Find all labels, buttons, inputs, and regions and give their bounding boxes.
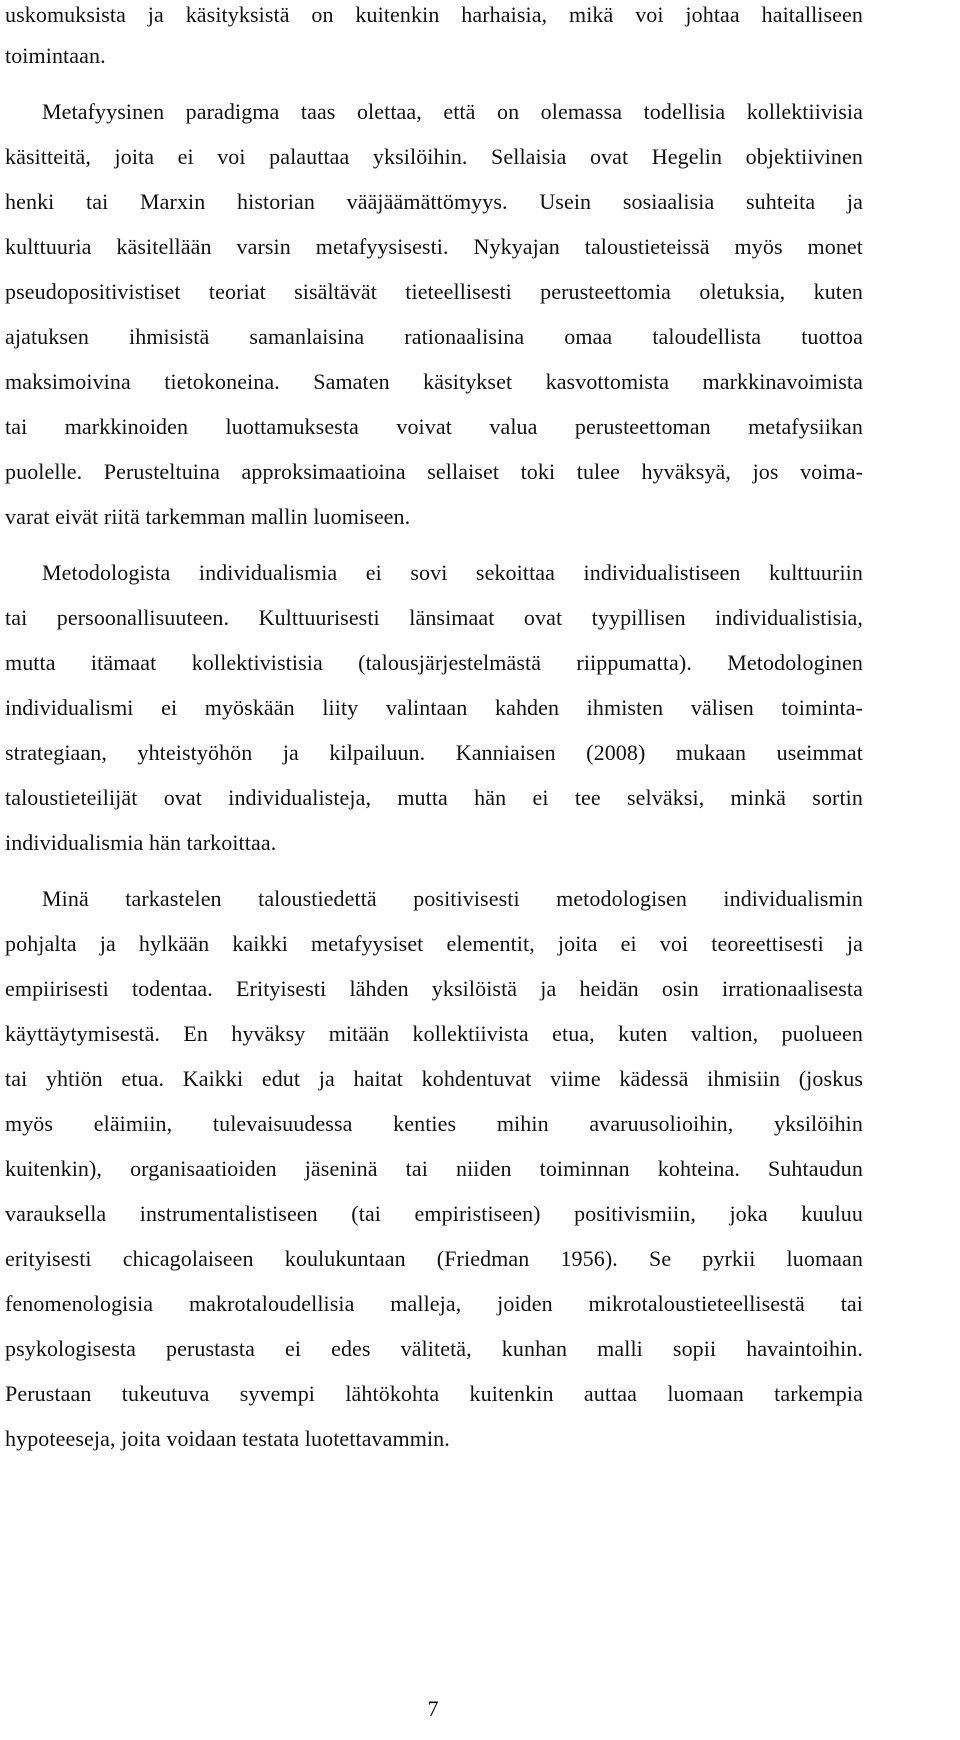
- paragraph-line: Metafyysinen paradigma taas olettaa, että on olemassa todellisia kollektiivisia: [42, 99, 863, 124]
- paragraph-line: varat eivät riitä tarkemman mallin luomiseen.: [5, 504, 411, 529]
- paragraph-line: tai persoonallisuuteen. Kulttuurisesti länsimaat ovat tyypillisen individualistisia,: [5, 605, 863, 630]
- paragraph-line: uskomuksista ja käsityksistä on kuitenkin harhaisia, mikä voi johtaa haitalliseen: [5, 2, 863, 27]
- paragraph-line: käsitteitä, joita ei voi palauttaa yksilöihin. Sellaisia ovat Hegelin objektiivinen: [5, 144, 863, 169]
- paragraph-line: toimintaan.: [5, 43, 106, 68]
- paragraph-line: tai markkinoiden luottamuksesta voivat valua perusteettoman metafysiikan: [5, 414, 863, 439]
- paragraph-line: individualismia hän tarkoittaa.: [5, 830, 277, 855]
- paragraph-line: Metodologista individualismia ei sovi sekoittaa individualistiseen kulttuuriin: [42, 560, 863, 585]
- paragraph-line: pseudopositivistiset teoriat sisältävät tieteellisesti perusteettomia oletuksia, kuten: [5, 279, 863, 304]
- paragraph-line: henki tai Marxin historian vääjäämättömyys. Usein sosiaalisia suhteita ja: [5, 189, 863, 214]
- paragraph-line: maksimoivina tietokoneina. Samaten käsitykset kasvottomista markkinavoimista: [5, 369, 863, 394]
- paragraph-line: käyttäytymisestä. En hyväksy mitään kollektiivista etua, kuten valtion, puolueen: [5, 1021, 863, 1046]
- paragraph-line: strategiaan, yhteistyöhön ja kilpailuun. Kanniaisen (2008) mukaan useimmat: [5, 740, 863, 765]
- paragraph-line: erityisesti chicagolaiseen koulukuntaan (Friedman 1956). Se pyrkii luomaan: [5, 1246, 863, 1271]
- paragraph-line: fenomenologisia makrotaloudellisia malleja, joiden mikrotaloustieteellisestä tai: [5, 1291, 863, 1316]
- paragraph-line: psykologisesta perustasta ei edes välitetä, kunhan malli sopii havaintoihin.: [5, 1336, 863, 1361]
- paragraph-line: individualismi ei myöskään liity valintaan kahden ihmisten välisen toiminta-: [5, 695, 863, 720]
- paragraph-line: varauksella instrumentalistiseen (tai empiristiseen) positivismiin, joka kuuluu: [5, 1201, 863, 1226]
- paragraph-line: kulttuuria käsitellään varsin metafyysisesti. Nykyajan taloustieteissä myös monet: [5, 234, 863, 259]
- paragraph-line: Perustaan tukeutuva syvempi lähtökohta kuitenkin auttaa luomaan tarkempia: [5, 1381, 863, 1406]
- paragraph-line: ajatuksen ihmisistä samanlaisina rationaalisina omaa taloudellista tuottoa: [5, 324, 863, 349]
- page-number: 7: [427, 1696, 439, 1721]
- paragraph-line: tai yhtiön etua. Kaikki edut ja haitat kohdentuvat viime kädessä ihmisiin (joskus: [5, 1066, 863, 1091]
- paragraph-line: hypoteeseja, joita voidaan testata luotettavammin.: [5, 1426, 450, 1451]
- paragraph-line: myös eläimiin, tulevaisuudessa kenties mihin avaruusolioihin, yksilöihin: [5, 1111, 863, 1136]
- paragraph-line: empiirisesti todentaa. Erityisesti lähden yksilöistä ja heidän osin irrationaalisesta: [5, 976, 863, 1001]
- paragraph-line: taloustieteilijät ovat individualisteja, mutta hän ei tee selväksi, minkä sortin: [5, 785, 863, 810]
- paragraph-line: puolelle. Perusteltuina approksimaatioina sellaiset toki tulee hyväksyä, jos voima-: [5, 459, 863, 484]
- paragraph-line: mutta itämaat kollektivistisia (talousjärjestelmästä riippumatta). Metodologinen: [5, 650, 863, 675]
- paragraph-line: pohjalta ja hylkään kaikki metafyysiset elementit, joita ei voi teoreettisesti ja: [5, 931, 863, 956]
- paragraph-line: Minä tarkastelen taloustiedettä positivisesti metodologisen individualismin: [42, 886, 863, 911]
- paragraph-line: kuitenkin), organisaatioiden jäseninä tai niiden toiminnan kohteina. Suhtaudun: [5, 1156, 863, 1181]
